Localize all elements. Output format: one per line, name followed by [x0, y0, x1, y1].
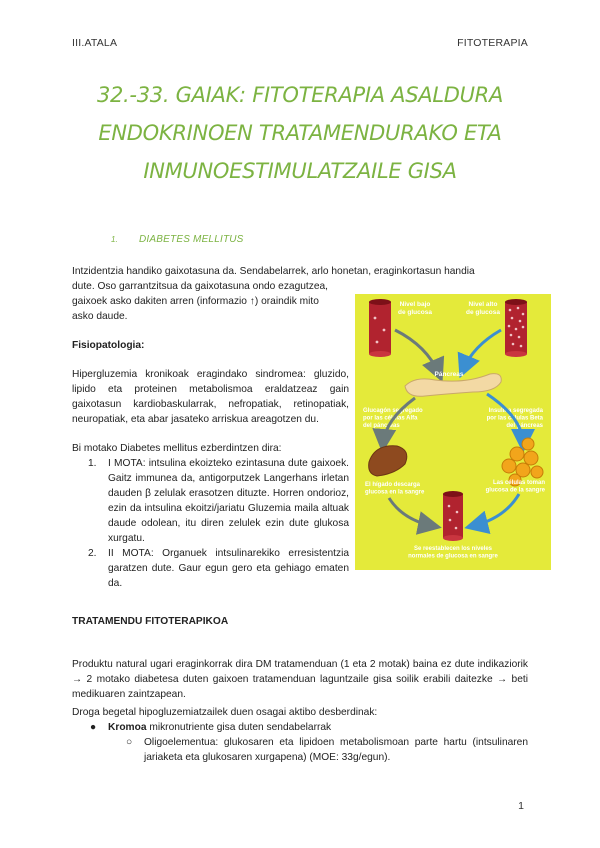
fisiopatologia-text: Hipergluzemia kronikoak eragindako sindromea: gluzido, lipido eta proteinen metabolismoa eraldatzeaz gain gaixotasun kardiobaskularrak, nefropatiak, retinopatiak, neuropatiak, eta abar jasateko arriskua areagotzen du.	[72, 369, 349, 425]
list-marker: 2.	[88, 548, 97, 559]
liver-icon	[369, 446, 407, 476]
normal-glucose-vessel-icon	[443, 491, 463, 541]
types-intro: Bi motako Diabetes mellitus ezberdintzen dira:	[72, 443, 282, 454]
normal-label: Se reestablecen los niveles normales de glucosa en sangre	[408, 546, 498, 560]
list-item	[88, 456, 349, 546]
compound-list	[90, 720, 528, 765]
list-marker: 1.	[88, 458, 97, 469]
section-heading-diabetes	[111, 234, 244, 245]
bullet-label: Kromoa	[108, 722, 147, 733]
section-label: DIABETES MELLITUS	[139, 234, 244, 245]
high-glucose-label: Nivel alto de glucosa	[466, 301, 500, 316]
celulas-label: Las células toman glucosa de la sangre	[485, 480, 545, 494]
glucagon-label: Glucagón segregado por las células Alfa del páncreas	[363, 408, 423, 429]
low-glucose-vessel-icon	[369, 299, 391, 357]
intro-line-4: asko daude.	[72, 311, 128, 322]
list-item-text: I MOTA: intsulina ekoizteko ezintasuna dute gaixoek. Gaitz immunea da, antigorputzek Langerhans irletan dauden β zelulak erasotzen dituzte. Horren ondorioz, ezin da intsulina ekoitzi/jariatu Gluzemia maila altuak daude odolean, itu diren zelulek ezin dute glukosa xurgatu.	[108, 458, 349, 544]
title-line-3: INMUNOESTIMULATZAILE GISA	[143, 159, 457, 183]
list-item	[126, 735, 528, 765]
page-number: 1	[518, 800, 524, 812]
intro-line-2: dute. Oso garrantzitsua da gaixotasuna ondo ezagutzea,	[72, 281, 328, 292]
sub-bullet-icon: ○	[126, 737, 133, 748]
sub-bullet-text: Oligoelementua: glukosaren eta lipidoen metabolismoan parte hartu (intsulinaren jariaketa eta glukosaren xurgapena) (MOE: 33g/egun).	[144, 737, 528, 763]
intro-line-3: gaixoek asko dakiten arren (informazio ↑) oraindik mito	[72, 296, 319, 307]
title-line-1: 32.-33. GAIAK: FITOTERAPIA ASALDURA	[96, 83, 504, 107]
list-item	[88, 546, 349, 591]
tratamendu-heading: TRATAMENDU FITOTERAPIKOA	[72, 616, 229, 627]
page-title	[60, 76, 540, 190]
pancreas-label: Páncreas	[434, 371, 464, 378]
list-item-text: II MOTA: Organuek intsulinarekiko erresistentzia garatzen dute. Gaur egun gero eta gehiago ematen da.	[108, 548, 349, 589]
glucose-regulation-diagram	[355, 294, 551, 570]
list-item	[90, 720, 528, 735]
low-glucose-label: Nivel bajo de glucosa	[398, 301, 432, 316]
header-right: FITOTERAPIA	[457, 37, 528, 49]
section-number: 1.	[111, 235, 118, 244]
title-line-2: ENDOKRINOEN TRATAMENDURAKO ETA	[98, 121, 502, 145]
bullet-icon: ●	[90, 722, 97, 733]
types-list	[88, 456, 349, 591]
higado-label: El hígado descarga glucosa en la sangre	[365, 482, 425, 496]
body-cells-icon	[502, 438, 543, 486]
insulina-label: Insulina segregada por las células Beta del páncreas	[486, 408, 543, 429]
tratamendu-para-2: Droga begetal hipogluzemiatzailek duen osagai aktibo desberdinak:	[72, 707, 378, 718]
fisiopatologia-heading: Fisiopatologia:	[72, 340, 145, 351]
bullet-rest: mikronutriente gisa duten sendabelarrak	[146, 722, 332, 733]
intro-line-1: Intzidentzia handiko gaixotasuna da. Sendabelarrek, arlo honetan, eraginkortasun handia	[72, 266, 475, 277]
high-glucose-vessel-icon	[505, 299, 527, 357]
tratamendu-para-1: Produktu natural ugari eraginkorrak dira DM tratamenduan (1 eta 2 motak) baina ez dute indikaziorik → 2 motako diabetesa duten gaixoen tratamenduan laguntzaile gisa soilik erabili daitezke → beti medikuaren zaintzapean.	[72, 659, 528, 700]
header-left: III.ATALA	[72, 37, 118, 49]
